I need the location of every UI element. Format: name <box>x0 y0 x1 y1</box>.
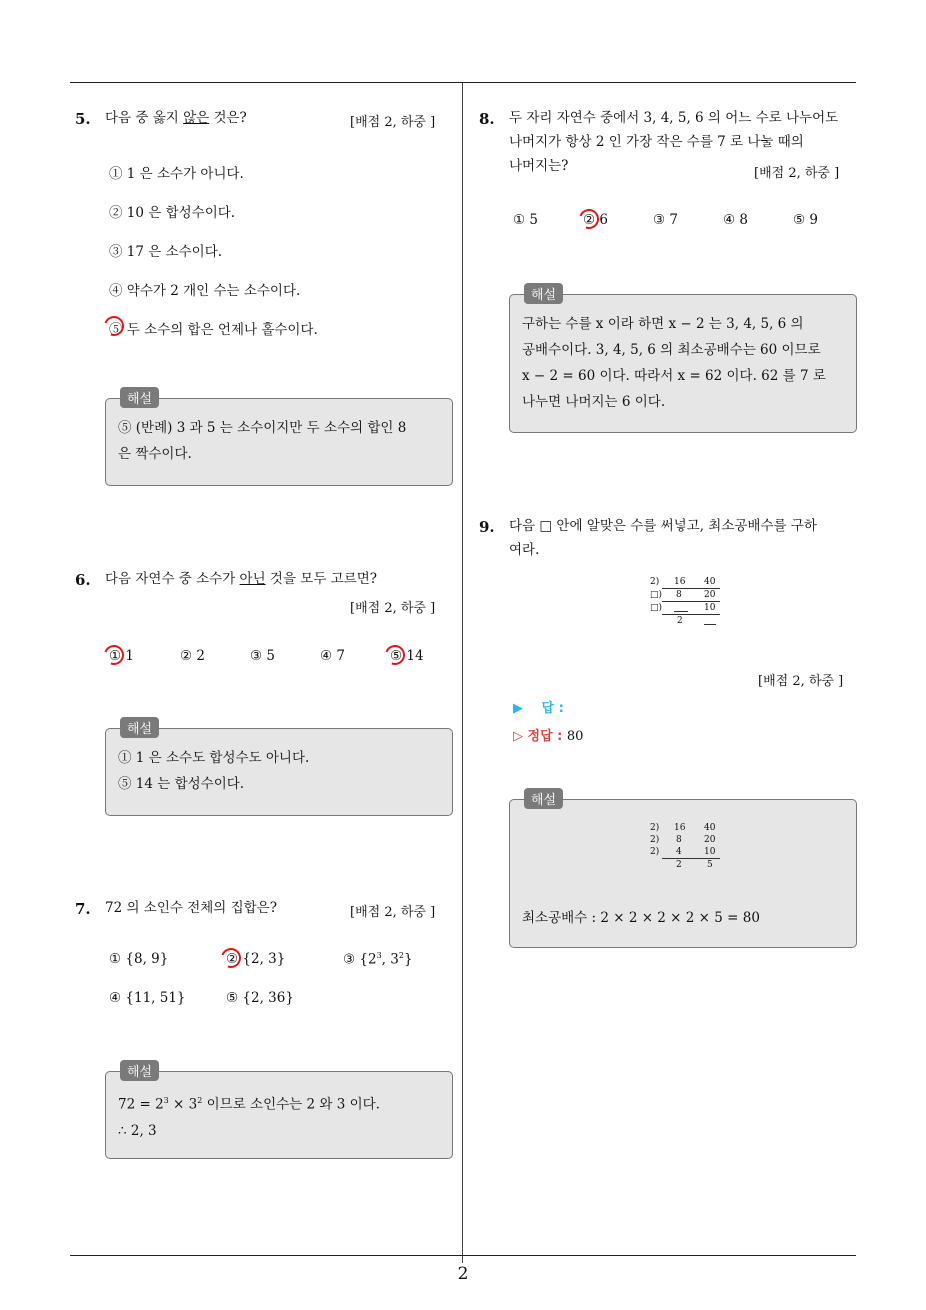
q9-ladder <box>650 576 720 627</box>
q9-question <box>509 514 817 562</box>
q7-option-3[interactable] <box>343 951 413 968</box>
q9-question-line: 여라. <box>509 542 540 558</box>
q9-expl-ladder-cell: 8 <box>676 835 682 845</box>
q6-meta: [배점 2, 하중 ] <box>350 601 436 616</box>
q6-option-1[interactable]: ① 1 <box>109 648 134 664</box>
q7-option-5[interactable]: ⑤ {2, 36} <box>226 990 294 1006</box>
q6-option-2[interactable]: ② 2 <box>180 648 205 664</box>
q9-explanation-ladder <box>650 822 720 871</box>
q9-meta: [배점 2, 하중 ] <box>758 674 844 689</box>
q9-expl-ladder-cell: 40 <box>704 823 716 833</box>
q7-option-3-part: ③ {2 <box>343 951 377 968</box>
q7-explanation-line: ∴ 2, 3 <box>118 1122 157 1139</box>
q7-explanation-line <box>118 1088 442 1118</box>
q7-option-2[interactable]: ② {2, 3} <box>226 951 286 967</box>
q5-meta: [배점 2, 하중 ] <box>350 115 436 130</box>
q5-option-1[interactable]: ① 1 은 소수가 아니다. <box>109 166 244 182</box>
q7-explanation-body <box>118 1088 442 1144</box>
q9-ladder-cell: 40 <box>704 577 716 587</box>
q5-explanation-tag: 해설 <box>120 387 159 408</box>
bottom-rule <box>70 1255 856 1256</box>
q8-number: 8. <box>479 110 495 128</box>
q7-expl-part: 72 = 2 <box>118 1096 164 1113</box>
q6-explanation-body <box>118 745 442 797</box>
q9-ladder-blank[interactable] <box>704 615 716 625</box>
q8-explanation-box <box>509 288 857 433</box>
q6-option-4[interactable]: ④ 7 <box>320 648 345 664</box>
q9-expl-ladder-row <box>662 859 720 871</box>
q5-text-underlined: 않은 <box>183 110 210 126</box>
q9-ladder-cell: 2 <box>677 616 683 626</box>
q9-correct-value: 80 <box>566 729 584 744</box>
q8-explanation-tag: 해설 <box>524 283 563 304</box>
q9-expl-ladder-row <box>650 846 720 859</box>
q5-option-5[interactable]: ⑤ 두 소수의 합은 언제나 홀수이다. <box>109 322 318 338</box>
q9-explanation-box <box>509 793 857 948</box>
q7-meta: [배점 2, 하중 ] <box>350 905 436 920</box>
q9-correct-row <box>513 725 583 744</box>
q9-ladder-row <box>650 589 720 602</box>
q8-explanation-body <box>522 311 846 415</box>
q8-option-4[interactable]: ④ 8 <box>723 212 748 228</box>
top-rule <box>70 82 856 83</box>
q8-explanation-line: 구하는 수를 x 이라 하면 x − 2 는 3, 4, 5, 6 의 <box>522 316 804 332</box>
q8-explanation-line: x − 2 = 60 이다. 따라서 x = 62 이다. 62 를 7 로 <box>522 368 826 384</box>
q6-explanation-line: ① 1 은 소수도 합성수도 아니다. <box>118 750 310 766</box>
q9-expl-ladder-cell: 10 <box>704 847 716 857</box>
q8-question-line: 두 자리 자연수 중에서 3, 4, 5, 6 의 어느 수로 나누어도 <box>509 110 839 126</box>
q9-ladder-cell: 16 <box>674 577 686 587</box>
q9-question-line: 다음 □ 안에 알맞은 수를 써넣고, 최소공배수를 구하 <box>509 518 817 534</box>
q9-expl-ladder-row <box>650 822 720 834</box>
q8-explanation-line: 나누면 나머지는 6 이다. <box>522 394 666 410</box>
q6-answer-mark-icon <box>382 642 409 669</box>
q6-option-3[interactable]: ③ 5 <box>250 648 275 664</box>
q5-explanation-line: 은 짝수이다. <box>118 446 192 462</box>
q5-explanation-body <box>118 415 442 467</box>
q7-option-3-part: } <box>403 951 413 968</box>
q9-expl-ladder-cell: 2 <box>676 860 682 870</box>
q9-answer-label[interactable]: 답 : <box>541 701 564 716</box>
q7-expl-sup: 3 <box>163 1096 169 1105</box>
q8-option-5[interactable]: ⑤ 9 <box>793 212 818 228</box>
q7-option-3-sup: 2 <box>398 951 404 960</box>
q8-option-2[interactable]: ② 6 <box>583 212 608 228</box>
q7-option-4[interactable]: ④ {11, 51} <box>109 990 186 1006</box>
q7-option-1[interactable]: ① {8, 9} <box>109 951 169 967</box>
q9-expl-ladder-divisor: 2) <box>650 847 660 857</box>
q9-ladder-divisor: □) <box>650 603 663 613</box>
q9-ladder-cell: 20 <box>704 590 716 600</box>
q7-question: 72 의 소인수 전체의 집합은? <box>105 900 277 916</box>
q8-option-3[interactable]: ③ 7 <box>653 212 678 228</box>
q9-explanation-lcm: 최소공배수 : 2 × 2 × 2 × 2 × 5 = 80 <box>522 910 760 926</box>
q9-expl-ladder-cell: 4 <box>676 847 682 857</box>
q8-question-line: 나머지는? <box>509 158 569 174</box>
q7-explanation-tag: 해설 <box>120 1060 159 1081</box>
q9-ladder-row <box>662 615 720 627</box>
q9-expl-ladder-divisor: 2) <box>650 823 660 833</box>
q6-text-underlined: 아닌 <box>239 571 266 587</box>
q6-text-part: 것을 모두 고르면? <box>265 571 378 587</box>
q7-option-3-part: , 3 <box>381 951 399 968</box>
q9-correct-label: 정답 : <box>527 729 563 744</box>
q6-number: 6. <box>75 571 91 589</box>
q9-ladder-blank[interactable] <box>674 602 688 612</box>
q5-option-3[interactable]: ③ 17 은 소수이다. <box>109 244 223 260</box>
q6-option-5[interactable]: ⑤ 14 <box>390 648 424 664</box>
q7-explanation-box <box>105 1065 453 1159</box>
q9-explanation-tag: 해설 <box>524 788 563 809</box>
q6-explanation-line: ⑤ 14 는 합성수이다. <box>118 776 245 792</box>
q5-option-4[interactable]: ④ 약수가 2 개인 수는 소수이다. <box>109 283 301 299</box>
q9-ladder-divisor: □) <box>650 590 663 600</box>
q8-answer-mark-icon <box>576 206 603 233</box>
q9-expl-ladder-divisor: 2) <box>650 835 660 845</box>
correct-arrow-icon: ▷ <box>513 729 523 744</box>
answer-arrow-icon: ▶ <box>513 701 523 716</box>
q9-ladder-row <box>650 576 720 589</box>
q7-expl-part: 이므로 소인수는 2 와 3 이다. <box>202 1096 380 1113</box>
q9-number: 9. <box>479 518 495 536</box>
q6-text-part: 다음 자연수 중 소수가 <box>105 571 240 587</box>
q9-expl-ladder-cell: 16 <box>674 823 686 833</box>
q5-explanation-line: ⑤ (반례) 3 과 5 는 소수이지만 두 소수의 합인 8 <box>118 420 407 436</box>
q7-expl-sup: 2 <box>197 1096 203 1105</box>
q5-explanation-box <box>105 392 453 486</box>
q5-text-part: 다음 중 옳지 <box>105 110 184 126</box>
q9-ladder-divisor: 2) <box>650 577 660 587</box>
q9-answer-row <box>513 697 564 716</box>
q9-expl-ladder-row <box>650 834 720 846</box>
q9-ladder-cell: 8 <box>676 590 682 600</box>
q6-explanation-tag: 해설 <box>120 717 159 738</box>
q9-expl-ladder-cell: 20 <box>704 835 716 845</box>
q5-number: 5. <box>75 110 91 128</box>
q9-ladder-row <box>650 602 720 615</box>
q6-answer-mark-icon <box>101 642 128 669</box>
q6-explanation-box <box>105 722 453 816</box>
q7-option-3-sup: 3 <box>376 951 382 960</box>
q5-option-2[interactable]: ② 10 은 합성수이다. <box>109 205 236 221</box>
q8-option-1[interactable]: ① 5 <box>513 212 538 228</box>
q6-question <box>105 567 377 591</box>
q8-question-line: 나머지가 항상 2 인 가장 작은 수를 7 로 나눌 때의 <box>509 134 804 150</box>
q9-ladder-cell: 10 <box>704 603 716 613</box>
q8-meta: [배점 2, 하중 ] <box>754 166 840 181</box>
q8-explanation-line: 공배수이다. 3, 4, 5, 6 의 최소공배수는 60 이므로 <box>522 342 821 358</box>
q7-expl-part: × 3 <box>168 1096 198 1113</box>
q9-expl-ladder-cell: 5 <box>707 860 713 870</box>
q5-question <box>105 106 247 130</box>
page-number: 2 <box>457 1264 469 1284</box>
q7-number: 7. <box>75 900 91 918</box>
q7-answer-mark-icon <box>218 945 245 972</box>
q5-text-part: 것은? <box>209 110 247 126</box>
column-divider <box>462 83 463 1263</box>
